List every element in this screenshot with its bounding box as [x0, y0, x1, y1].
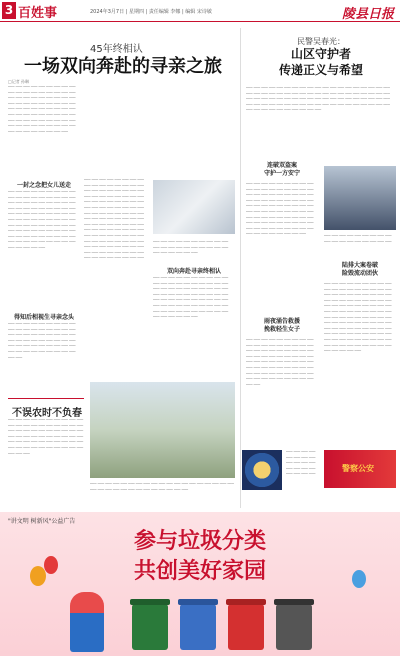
lead-body-col-2: ─── ─── ─── ─── ─── ─── ─── ─── ─── ─── ─── ─── ─── ─── ─── ─── ─── ─── ─── ─── ─── ─── ─── ─── ─── ─── ─── ─── ─── ─── ─── ─── ─── ─── ─── ─── ─── ─── ─── ─── ─── ─── ─── ─── ─── ─── ─── ─── ─── ─── ─── ─── ─── ─── ─── ─── ─── ─── ─── ─── ─── ─── ─── ─── ─── ─── ─── ─── ─── ─── ─── ─── ─── ─── ─── ─── ─── ─── ─── ─── ─── ─── ─── ─── ─── ─── ─── ─── ─── ─── ─── ─── ─── ─── ─── ─── ─── ─── ─── ─── ─── ─── ─── ─── ─── ─── ─── ─── ─── ─── ─── ─── ─── ─── ─── ─── ─── ─── ─── ─── — [84, 178, 144, 261]
page-number: 3 — [2, 2, 16, 19]
lead-subhead-3: 得知后相视生寻亲念头 — [13, 314, 74, 321]
lead-body-col-1b: ─── ─── ─── ─── ─── ─── ─── ─── ─── ─── ─── ─── ─── ─── ─── ─── ─── ─── ─── ─── ─── ─── ─── ─── ─── ─── ─── ─── ─── ─── ─── ─── ─── ─── ─── ─── ─── ─── ─── ─── ─── ─── ─── ─── ─── ─── ─── ─── ─── ─── ─── ─── ─── ─── ─── ─── ─── ─── ─── ─── ─── ─── ─── ─── ─── ─── ─── ─── ─── ─── ─── ─── ─── ─── ─── ─── ─── ─── ─── ─── ─── ─── ─── ─── ─── ─── ─── ─── ─── ─── ─── ─── ─── ─── ─── — [8, 190, 76, 250]
police-badge-photo — [242, 450, 282, 490]
right-intro-body: ─── ─── ─── ─── ─── ─── ─── ─── ─── ─── ─── ─── ─── ─── ─── ─── ─── ─── ─── ─── ─── ─── ─── ─── ─── ─── ─── ─── ─── ─── ─── ─── ─── ─── ─── ─── ─── ─── ─── ─── ─── ─── ─── ─── ─── ─── ─── ─── ─── ─── ─── ─── ─── ─── ─── ─── ─── ─── ─── ─── ─── ─── ─── ─── ─── ─── ─── ─── ─── ─── ─── ─── ─── ─── ─── ─── ─── ─── ─── ─── ─── ─── ─── ─── ─── ─── — [246, 86, 390, 113]
photo-caption: ─── ─── ─── ─── ─── ─── ─── ─── ─── ─── ─── ─── ─── ─── ─── ─── ─── ─── ─── ─── ─── ─── ─── ─── ─── ─── ─── ─── ─── ─── ─── ─── — [90, 482, 234, 492]
right-headline-line-1: 山区守护者 — [290, 47, 351, 61]
red-bin-icon — [228, 604, 264, 650]
balloon-icon — [352, 570, 366, 588]
section-title: 百姓事 — [18, 6, 58, 21]
lead-kicker: 45年终相认 — [90, 44, 143, 55]
right-body-4: ─── ─── ─── ─── ─── ─── ─── ─── ─── ─── ─── ─── ─── ─── ─── ─── ─── ─── ─── ─── — [286, 450, 316, 477]
right-body-2: ─── ─── ─── ─── ─── ─── ─── ─── ─── ─── ─── ─── ─── ─── ─── ─── ─── ─── ─── ─── ─── ─── ─── ─── ─── ─── ─── ─── ─── ─── ─── ─── ─── ─── ─── ─── ─── ─── ─── ─── ─── ─── ─── ─── ─── ─── ─── ─── ─── ─── ─── ─── ─── ─── ─── ─── ─── ─── ─── ─── ─── ─── ─── ─── ─── ─── ─── ─── ─── ─── ─── ─── ─── ─── — [246, 338, 314, 387]
blue-bin-icon — [180, 604, 216, 650]
green-bin-icon — [132, 604, 168, 650]
lead-body-col-1c: ─── ─── ─── ─── ─── ─── ─── ─── ─── ─── ─── ─── ─── ─── ─── ─── ─── ─── ─── ─── ─── ─── ─── ─── ─── ─── ─── ─── ─── ─── ─── ─── ─── ─── ─── ─── ─── ─── ─── ─── ─── ─── ─── ─── ─── ─── ─── ─── ─── ─── ─── ─── ─── ─── ─── ─── — [8, 322, 76, 360]
gray-bin-icon — [276, 604, 312, 650]
lead-headline: 一场双向奔赴的寻亲之旅 — [24, 56, 222, 77]
issue-meta: 2024年3月7日 | 星期四 | 责任编辑 李娜 | 编辑 宋诗敏 — [90, 9, 212, 15]
right-subhead-3: 陆排大案卷破 险毁流动团伙 — [341, 262, 378, 277]
ad-slogan-line-1: 参与垃圾分类 — [133, 528, 266, 554]
newspaper-logo: 陵县日报 — [341, 7, 394, 22]
right-body-1: ─── ─── ─── ─── ─── ─── ─── ─── ─── ─── ─── ─── ─── ─── ─── ─── ─── ─── ─── ─── ─── ─── ─── ─── ─── ─── ─── ─── ─── ─── ─── ─── ─── ─── ─── ─── ─── ─── ─── ─── ─── ─── ─── ─── ─── ─── ─── ─── ─── ─── ─── ─── ─── ─── ─── ─── ─── ─── ─── ─── ─── ─── ─── ─── ─── ─── ─── ─── ─── ─── ─── ─── ─── ─── ─── ─── ─── ─── ─── ─── ─── ─── ─── ─── ─── ─── ─── ─── ─── — [246, 182, 314, 237]
masthead — [0, 0, 400, 22]
story-rule — [8, 398, 84, 399]
right-headline — [246, 46, 396, 78]
balloon-icon — [30, 566, 46, 586]
balloon-icon — [44, 556, 58, 574]
ad-slogan-line-2: 共创美好家园 — [133, 558, 266, 584]
lead-body-col-3a: ─── ─── ─── ─── ─── ─── ─── ─── ─── ─── ─── ─── ─── ─── ─── ─── ─── ─── ─── ─── ─── ─── ─── ─── ─── ─── — [153, 240, 229, 256]
farmers-field-photo — [90, 382, 235, 478]
lead-body-col-3b: ─── ─── ─── ─── ─── ─── ─── ─── ─── ─── ─── ─── ─── ─── ─── ─── ─── ─── ─── ─── ─── ─── ─── ─── ─── ─── ─── ─── ─── ─── ─── ─── ─── ─── ─── ─── ─── ─── ─── ─── ─── ─── ─── ─── ─── ─── ─── ─── ─── ─── ─── ─── ─── ─── ─── ─── ─── ─── ─── ─── ─── ─── ─── ─── ─── ─── ─── ─── ─── ─── ─── ─── ─── ─── ─── ─── — [153, 276, 229, 320]
right-body-3: ─── ─── ─── ─── ─── ─── ─── ─── ─── ─── ─── ─── ─── ─── ─── ─── ─── ─── ─── ─── ─── ─── ─── ─── ─── ─── ─── ─── ─── ─── ─── ─── ─── ─── ─── ─── ─── ─── ─── ─── ─── ─── ─── ─── ─── ─── ─── ─── ─── ─── ─── ─── ─── ─── ─── ─── ─── ─── ─── ─── ─── ─── ─── ─── ─── ─── ─── ─── ─── ─── ─── ─── ─── ─── ─── ─── ─── ─── ─── ─── ─── ─── ─── ─── ─── ─── ─── ─── ─── ─── ─── ─── ─── ─── ─── ─── ─── ─── ─── ─── ─── ─── ─── ─── ─── ─── ─── ─── ─── ─── ─── ─── ─── — [324, 282, 392, 354]
child-figure-illustration — [70, 592, 104, 652]
lab-photo — [153, 180, 235, 234]
right-kicker: 民警吴春光： — [297, 37, 345, 46]
farming-body: ─── ─── ─── ─── ─── ─── ─── ─── ─── ─── ─── ─── ─── ─── ─── ─── ─── ─── ─── ─── ─── ─── ─── ─── ─── ─── ─── ─── ─── ─── ─── ─── ─── ─── ─── ─── ─── ─── ─── ─── ─── ─── ─── ─── ─── ─── ─── ─── ─── ─── ─── ─── ─── ─── ─── ─── ─── ─── ─── ─── ─── ─── ─── — [8, 418, 84, 456]
lead-subhead-1: 一封之念把女儿送走 — [16, 182, 71, 189]
lead-subhead-2: 双向奔赴寻亲终相认 — [166, 268, 221, 275]
right-subhead-1: 连破双盗案 守护一方安宁 — [263, 162, 300, 177]
lead-byline: □记者 孙琳 — [8, 79, 30, 84]
ad-label: "讲文明 树新风"公益广告 — [8, 518, 76, 525]
police-officer-photo — [324, 166, 396, 230]
flag-text: 警察公安 — [342, 464, 374, 473]
police-photo-caption: ─── ─── ─── ─── ─── ─── ─── ─── ─── ─── ─── ─── ─── ─── ─── ─── ─── ─── — [324, 234, 392, 244]
farming-headline: 不误农时不负春 — [12, 408, 82, 419]
right-subhead-2: 雨夜涌告救援 挽救轻生女子 — [263, 318, 300, 333]
right-headline-line-2: 传递正义与希望 — [278, 63, 363, 77]
column-divider — [240, 28, 241, 508]
lead-body-col-1: ─── ─── ─── ─── ─── ─── ─── ─── ─── ─── ─── ─── ─── ─── ─── ─── ─── ─── ─── ─── ─── ─── ─── ─── ─── ─── ─── ─── ─── ─── ─── ─── ─── ─── ─── ─── ─── ─── ─── ─── ─── ─── ─── ─── ─── ─── ─── ─── ─── ─── ─── ─── ─── ─── ─── ─── ─── ─── ─── ─── ─── ─── ─── ─── ─── ─── ─── ─── ─── ─── ─── ─── ─── ─── ─── ─── ─── ─── ─── ─── — [8, 85, 76, 134]
